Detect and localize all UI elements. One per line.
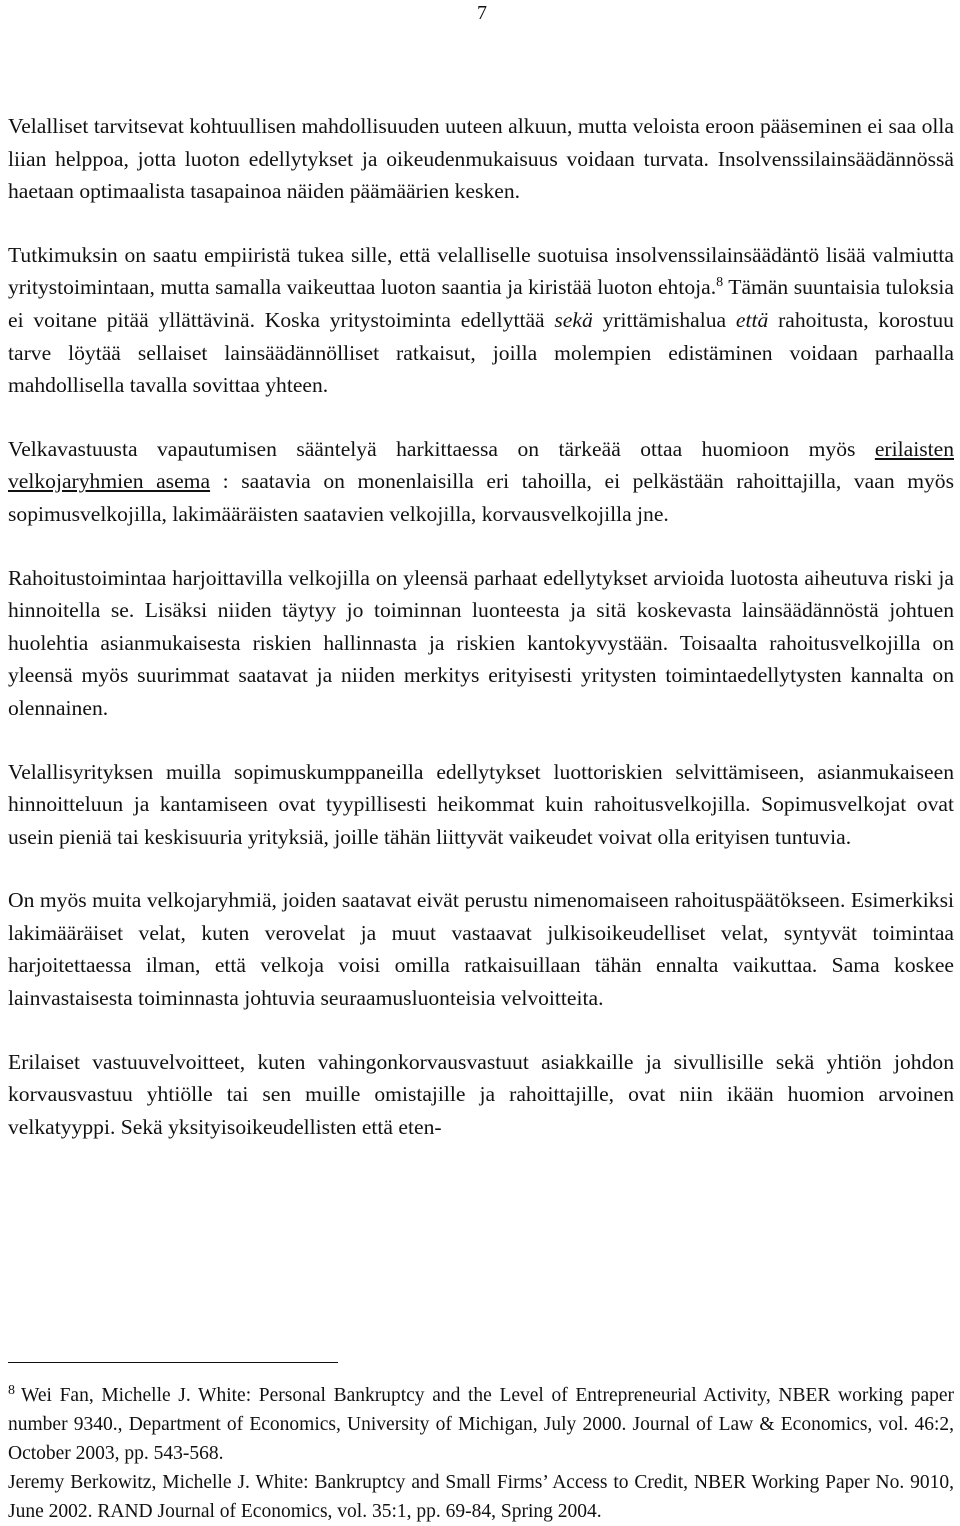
- paragraph-3: [8, 433, 954, 531]
- paragraph-2-after-ref: Tämän suuntaisia tuloksia ei voitane pitää yllättävinä. Koska yritystoiminta edellyttää: [8, 275, 954, 332]
- paragraph-3-start: Velkavastuusta vapautumisen sääntelyä harkittaessa on tärkeää ottaa huomioon myös: [8, 436, 875, 461]
- paragraph-3-end: : saatavia on monenlaisilla eri tahoilla, ei pelkästään rahoittajilla, vaan myös sopimusvelkojilla, lakimääräisten saatavien velkojilla, korvausvelkojilla jne.: [8, 469, 954, 526]
- document-body: [8, 110, 954, 1174]
- footnotes: [8, 1362, 954, 1526]
- paragraph-7: Erilaiset vastuuvelvoitteet, kuten vahingonkorvausvastuut asiakkaille ja sivullisille sekä yhtiön johdon korvausvastuu yhtiölle tai sen muille omistajille ja rahoittajille, ovat niin ikään huomion arvoinen velkatyyppi. Sekä yksityisoikeudellisten että eten-: [8, 1049, 954, 1139]
- footnote-8-continued: Jeremy Berkowitz, Michelle J. White: Bankruptcy and Small Firms’ Access to Credit, NBER Working Paper No. 9010, June 2002. RAND Journal of Economics, vol. 35:1, pp. 69-84, Spring 2004.: [8, 1472, 954, 1522]
- paragraph-4: Rahoitustoimintaa harjoittavilla velkojilla on yleensä parhaat edellytykset arvioida luotosta aiheutuva riski ja hinnoitella se. Lisäksi niiden täytyy jo toiminnan luonteesta ja sitä koskevasta lainsäädännöstä johtuen huolehtia asianmukaisesta riskien hallinnasta ja riskien kantokyvystään. Toisaalta rahoitusvelkojilla on yleensä myös suurimmat saatavat ja niiden merkitys erityisesti yritysten toimintaedellytysten kannalta on olennainen.: [8, 565, 954, 720]
- paragraph-6: On myös muita velkojaryhmiä, joiden saatavat eivät perustu nimenomaiseen rahoituspäätökseen. Esimerkiksi lakimääräiset velat, kuten verovelat ja muut vastaavat julkisoikeudelliset velat, syntyvät toimintaa harjoitettaessa ilman, että velkoja voisi omilla ratkaisuillaan tähän ennalta vaikuttaa. Sama koskee lainvastaisesta toiminnasta johtuvia seuraamusluonteisia velvoitteita.: [8, 888, 954, 1011]
- emphasis-seka: sekä: [554, 307, 593, 332]
- footnote-8: [8, 1381, 954, 1468]
- footnote-reference-8[interactable]: 8: [716, 275, 724, 291]
- paragraph-2: [8, 239, 954, 402]
- footnote-divider: [8, 1362, 338, 1363]
- paragraph-2-end: rahoitusta, korostuu tarve löytää sellaiset lainsäädännölliset ratkaisut, joilla molempien edistäminen voidaan parhaalla mahdollisella tavalla sovittaa yhteen.: [8, 307, 954, 398]
- paragraph-1: Velalliset tarvitsevat kohtuullisen mahdollisuuden uuteen alkuun, mutta veloista eroon pääseminen ei saa olla liian helppoa, jotta luoton edellytykset ja oikeudenmukaisuus voidaan turvata. Insolvenssilainsäädännössä haetaan optimaalista tasapainoa näiden päämäärien kesken.: [8, 114, 954, 204]
- paragraph-2-middle: yrittämishalua: [592, 307, 736, 332]
- paragraph-2-start: Tutkimuksin on saatu empiiristä tukea sille, että velalliselle suotuisa insolvenssilainsäädäntö lisää valmiutta yritystoimintaan, mutta samalla vaikeuttaa luoton saantia ja kiristää luoton ehtoja.: [8, 242, 954, 300]
- footnote-8-mark: 8: [8, 1382, 15, 1398]
- footnote-8-text: Wei Fan, Michelle J. White: Personal Bankruptcy and the Level of Entrepreneurial Activity, NBER working paper number 9340., Department of Economics, University of Michigan, July 2000. Journal of Law & Economics, vol. 46:2, October 2003, pp. 543-568.: [8, 1385, 954, 1464]
- page-number: 7: [477, 2, 487, 24]
- underlined-phrase: erilaisten velkojaryhmien asema: [8, 436, 954, 494]
- paragraph-5: Velallisyrityksen muilla sopimuskumppaneilla edellytykset luottoriskien selvittämiseen, asianmukaiseen hinnoitteluun ja kantamiseen ovat tyypillisesti heikommat kuin rahoitusvelkojilla. Sopimusvelkojat ovat usein pieniä tai keskisuuria yrityksiä, joille tähän liittyvät vaikeudet voivat olla erityisen tuntuvia.: [8, 759, 954, 849]
- emphasis-etta: että: [735, 307, 769, 332]
